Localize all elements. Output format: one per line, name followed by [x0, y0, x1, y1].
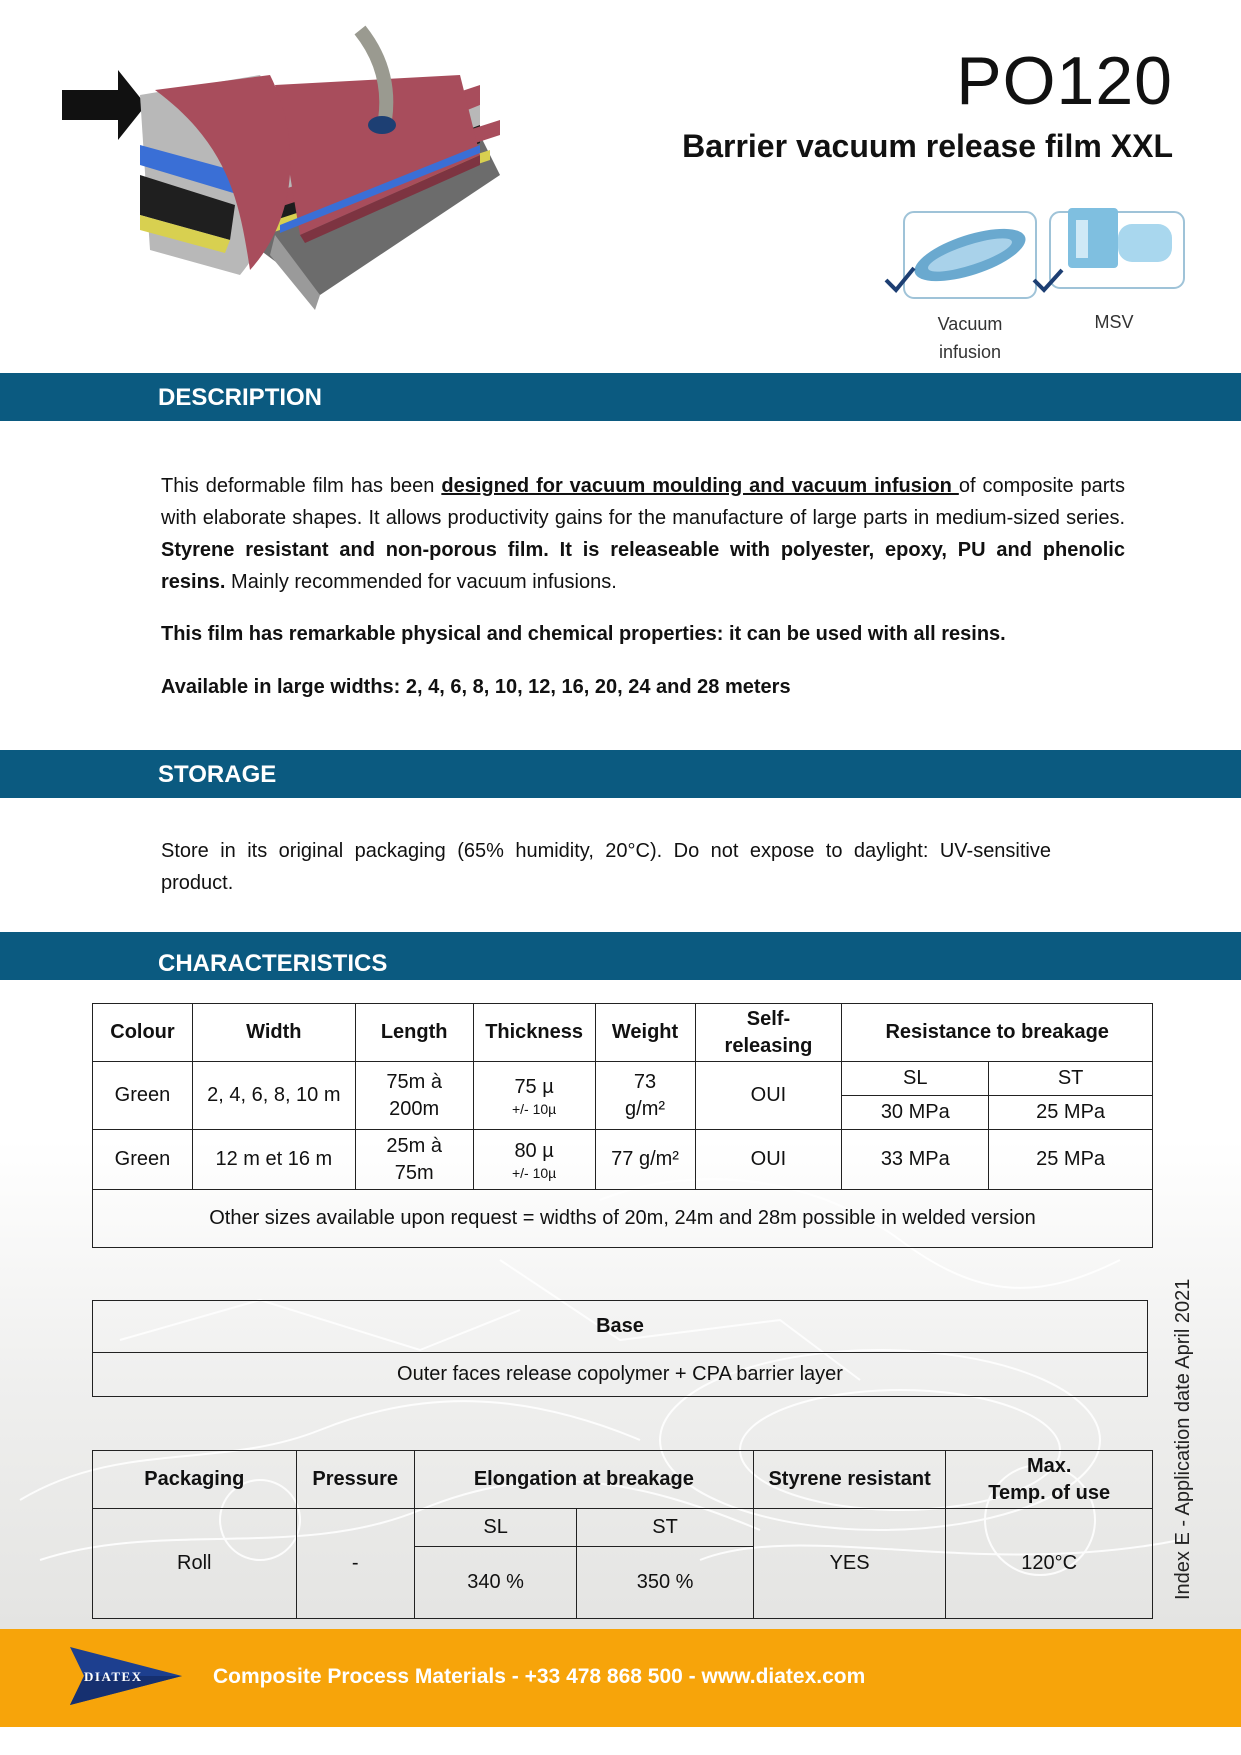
st-cell: 25 MPa — [989, 1130, 1153, 1190]
length-cell: 25m à 75m — [355, 1130, 473, 1190]
colour-header: Colour — [93, 1004, 193, 1062]
pressure-header: Pressure — [296, 1451, 414, 1509]
self-releasing-cell: OUI — [695, 1062, 842, 1130]
width-cell: 12 m et 16 m — [192, 1130, 355, 1190]
max-temp-cell: 120°C — [946, 1509, 1153, 1619]
description-heading: DESCRIPTION — [158, 384, 323, 411]
storage-section-bar — [0, 750, 1241, 798]
elongation-header: Elongation at breakage — [414, 1451, 753, 1509]
description-paragraph-3: Available in large widths: 2, 4, 6, 8, 10, 12, 16, 20, 24 and 28 meters — [161, 676, 791, 698]
width-cell: 2, 4, 6, 8, 10 m — [192, 1062, 355, 1130]
width-header: Width — [192, 1004, 355, 1062]
other-sizes-note: Other sizes available upon request = widths of 20m, 24m and 28m possible in welded version — [93, 1190, 1153, 1248]
sl-subheader: SL — [414, 1509, 576, 1547]
arrow-icon — [62, 70, 146, 140]
description-paragraph-1: This deformable film has been designed for vacuum moulding and vacuum infusion of composite parts with elaborate shapes. It allows productivity gains for the manufacture of large parts in medium-sized series. Styrene resistant and non-porous film. It is releaseable with polyester, epoxy, PU and phenolic resins. Mainly recommended for vacuum infusions. — [161, 475, 1125, 593]
base-value: Outer faces release copolymer + CPA barrier layer — [93, 1353, 1148, 1397]
length-cell: 75m à 200m — [355, 1062, 473, 1130]
pressure-cell: - — [296, 1509, 414, 1619]
packaging-table — [92, 1450, 1153, 1619]
thickness-cell: 80 µ +/- 10µ — [473, 1130, 595, 1190]
st-subheader: ST — [989, 1062, 1153, 1096]
weight-cell: 77 g/m² — [595, 1130, 695, 1190]
product-code: PO120 — [956, 43, 1173, 119]
length-header: Length — [355, 1004, 473, 1062]
thickness-header: Thickness — [473, 1004, 595, 1062]
weight-header: Weight — [595, 1004, 695, 1062]
self-releasing-cell: OUI — [695, 1130, 842, 1190]
table-row — [93, 1062, 1153, 1096]
table-header-row — [93, 1451, 1153, 1509]
styrene-header: Styrene resistant — [753, 1451, 946, 1509]
footer-contact: Composite Process Materials - +33 478 868 500 - www.diatex.com — [213, 1665, 866, 1688]
description-paragraph-2: This film has remarkable physical and chemical properties: it can be used with all resins. — [161, 623, 1006, 645]
styrene-cell: YES — [753, 1509, 946, 1619]
resin-compatibility-emphasis: Styrene resistant and non-porous film. It is releaseable with polyester, epoxy, PU and phenolic resins. — [161, 539, 1125, 593]
msv-machine-icon — [1030, 200, 1190, 300]
colour-cell: Green — [93, 1062, 193, 1130]
st-elongation-cell: 350 % — [577, 1547, 753, 1619]
colour-cell: Green — [93, 1130, 193, 1190]
storage-text: Store in its original packaging (65% humidity, 20°C). Do not expose to daylight: UV-sensitive product. — [161, 840, 1051, 894]
thickness-cell: 75 µ +/- 10µ — [473, 1062, 595, 1130]
packaging-header: Packaging — [93, 1451, 297, 1509]
msv-label: MSV — [1094, 312, 1134, 332]
characteristics-table — [92, 1003, 1153, 1248]
table-header-row — [93, 1004, 1153, 1062]
base-table — [92, 1300, 1148, 1397]
weight-cell: 73 g/m² — [595, 1062, 695, 1130]
vacuum-infusion-label: Vacuum infusion — [937, 314, 1003, 362]
vacuum-infusion-icon — [880, 210, 1040, 310]
st-subheader: ST — [577, 1509, 753, 1547]
base-header: Base — [93, 1301, 1148, 1353]
self-releasing-header: Self- releasing — [695, 1004, 842, 1062]
product-layers-illustration — [60, 25, 510, 335]
vacuum-moulding-emphasis: designed for vacuum moulding and vacuum infusion — [441, 475, 959, 497]
st-cell: 25 MPa — [989, 1096, 1153, 1130]
table-row — [93, 1130, 1153, 1190]
footer-bar — [0, 1629, 1241, 1727]
diatex-logo-text: DIATEX — [84, 1669, 143, 1684]
characteristics-section-bar — [0, 932, 1241, 980]
table-row — [93, 1509, 1153, 1547]
diatex-logo — [66, 1643, 186, 1709]
sl-subheader: SL — [842, 1062, 989, 1096]
sl-elongation-cell: 340 % — [414, 1547, 576, 1619]
packaging-cell: Roll — [93, 1509, 297, 1619]
table-note-row — [93, 1190, 1153, 1248]
storage-heading: STORAGE — [158, 761, 277, 788]
characteristics-heading: CHARACTERISTICS — [158, 950, 388, 977]
max-temp-header: Max. Temp. of use — [946, 1451, 1153, 1509]
description-section-bar — [0, 373, 1241, 421]
sl-cell: 30 MPa — [842, 1096, 989, 1130]
sl-cell: 33 MPa — [842, 1130, 989, 1190]
product-name: Barrier vacuum release film XXL — [682, 128, 1173, 164]
index-application-date: Index E - Application date April 2021 — [1172, 1278, 1194, 1600]
resistance-header: Resistance to breakage — [842, 1004, 1153, 1062]
